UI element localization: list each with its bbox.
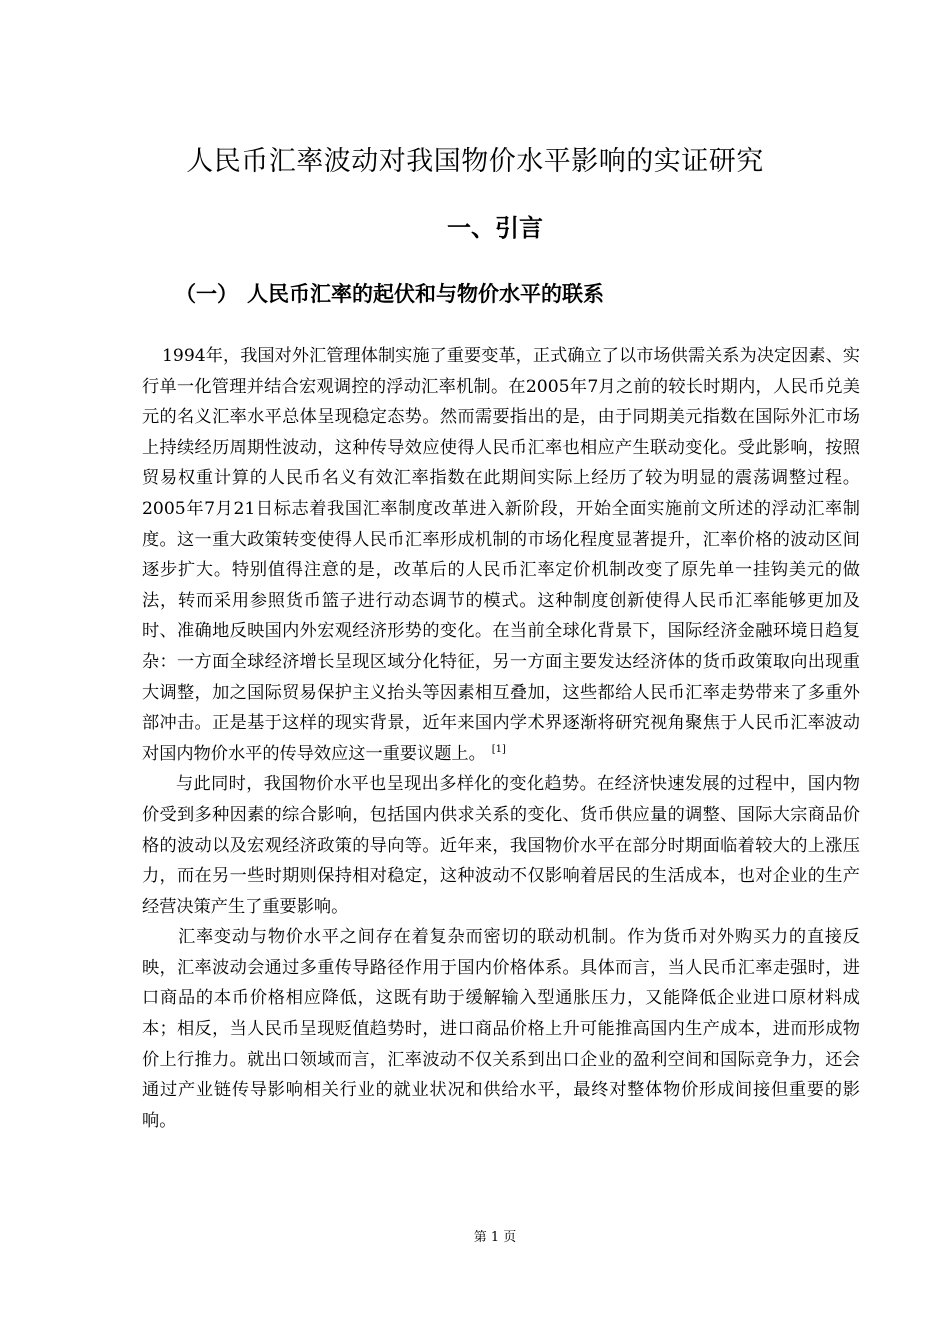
paragraph-3: 汇率变动与物价水平之间存在着复杂而密切的联动机制。作为货币对外购买力的直接反映，汇率波动会通过多重传导路径作用于国内价格体系。具体而言，当人民币汇率走强时，进口商品的本币价格相应降低，这既有助于缓解输入型通胀压力，又能降低企业进口原材料成本；相反，当人民币呈现贬值趋势时，进口商品价格上升可能推高国内生产成本，进而形成物价上行推力。就出口领域而言，汇率波动不仅关系到出口企业的盈利空间和国际竞争力，还会通过产业链传导影响相关行业的就业状况和供给水平，最终对整体物价形成间接但重要的影响。 (142, 927, 860, 1131)
subsection-heading (175, 278, 604, 310)
paragraph-2: 与此同时，我国物价水平也呈现出多样化的变化趋势。在经济快速发展的过程中，国内物价受到多种因素的综合影响，包括国内供求关系的变化、货币供应量的调整、国际大宗商品价格的波动以及宏观经济政策的导向等。近年来，我国物价水平在部分时期面临着较大的上涨压力，而在另一些时期则保持相对稳定，这种波动不仅影响着居民的生活成本，也对企业的生产经营决策产生了重要影响。 (142, 774, 860, 917)
paper-title: 人民币汇率波动对我国物价水平影响的实证研究 (186, 146, 764, 177)
paragraph-1-text: 1994年，我国对外汇管理体制实施了重要变革，正式确立了以市场供需关系为决定因素、实行单一化管理并结合宏观调控的浮动汇率机制。在2005年7月之前的较长时期内，人民币兑美元的名义汇率水平总体呈现稳定态势。然而需要指出的是，由于同期美元指数在国际外汇市场上持续经历周期性波动，这种传导效应使得人民币汇率也相应产生联动变化。受此影响，按照贸易权重计算的人民币名义有效汇率指数在此期间实际上经历了较为明显的震荡调整过程。2005年7月21日标志着我国汇率制度改革进入新阶段，开始全面实施前文所述的浮动汇率制度。这一重大政策转变使得人民币汇率形成机制的市场化程度显著提升，汇率价格的波动区间逐步扩大。特别值得注意的是，改革后的人民币汇率定价机制改变了原先单一挂钩美元的做法，转而采用参照货币篮子进行动态调节的模式。这种制度创新使得人民币汇率能够更加及时、准确地反映国内外宏观经济形势的变化。在当前全球化背景下，国际经济金融环境日趋复杂：一方面全球经济增长呈现区域分化特征，另一方面主要发达经济体的货币政策取向出现重大调整，加之国际贸易保护主义抬头等因素相互叠加，这些都给人民币汇率走势带来了多重外部冲击。正是基于这样的现实背景，近年来国内学术界逐渐将研究视角聚焦于人民币汇率波动对国内物价水平的传导效应这一重要议题上。 (142, 346, 860, 764)
page-number: 第 1 页 (473, 1230, 517, 1245)
subsection-title: 人民币汇率的起伏和与物价水平的联系 (247, 282, 604, 306)
body-text (142, 341, 860, 1136)
section-heading: 一、引言 (447, 214, 543, 242)
citation-marker: [1] (491, 743, 506, 755)
subsection-number: （一） (175, 282, 238, 306)
paragraph-1 (142, 341, 860, 769)
